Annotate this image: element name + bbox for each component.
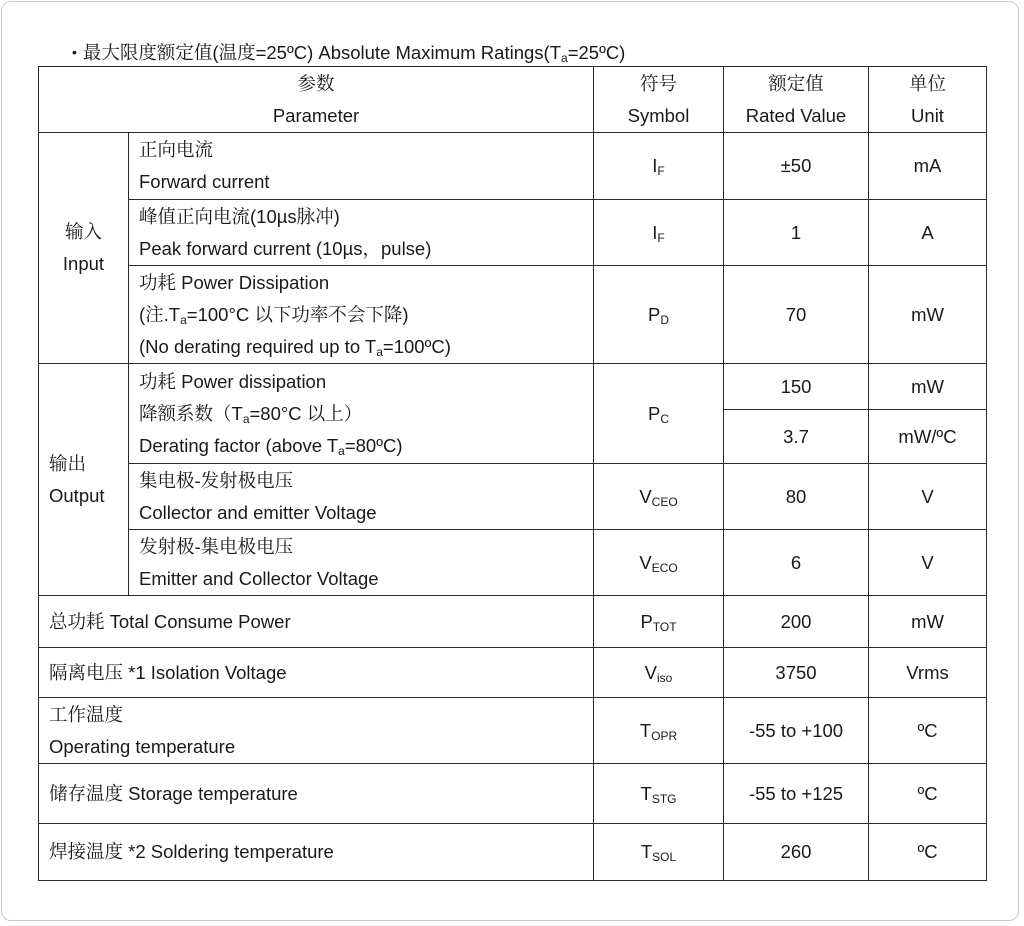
bullet: • (72, 44, 77, 60)
unit-forward-current: mA (869, 133, 987, 200)
unit-derating-factor: mW/ºC (869, 410, 987, 464)
table-row (39, 596, 987, 648)
param-vceo: 集电极-发射极电压 Collector and emitter Voltage (129, 464, 594, 530)
param-veco: 发射极-集电极电压 Emitter and Collector Voltage (129, 530, 594, 596)
symbol-pc: $P_C$ (594, 364, 724, 464)
value-derating-factor: 3.7 (724, 410, 869, 464)
title-text: 最大限度额定值(温度=25ºC) Absolute Maximum Ratings(T (82, 42, 561, 63)
symbol-if-peak: $I_F$ (594, 200, 724, 266)
param-forward-current: 正向电流 Forward current (129, 133, 594, 200)
section-title (72, 40, 625, 64)
table-row (39, 530, 987, 596)
header-rated-value: 额定值 Rated Value (724, 67, 869, 133)
title-suffix: =25ºC) (567, 42, 626, 63)
table-row (39, 824, 987, 881)
symbol-if: $I_F$ (594, 133, 724, 200)
group-output: 输出 Output (39, 364, 129, 596)
table-row (39, 364, 987, 410)
value-soldering-temperature: 260 (724, 824, 869, 881)
table-header-row (39, 67, 987, 133)
symbol-vceo: $V_{CEO}$ (594, 464, 724, 530)
symbol-ptot: $P_{TOT}$ (594, 596, 724, 648)
symbol-viso: $V_{iso}$ (594, 648, 724, 698)
symbol-tsol: $T_{SOL}$ (594, 824, 724, 881)
param-peak-forward-current: 峰值正向电流(10µs脉冲) Peak forward current (10µs，pulse) (129, 200, 594, 266)
param-power-dissipation-output: 功耗 Power dissipation 降额系数（$T_a=80^\circ C$ 以上） Derating factor (above $T_a=80ºC$) (129, 364, 594, 464)
table-row (39, 648, 987, 698)
param-operating-temperature: 工作温度 Operating temperature (39, 698, 594, 764)
ratings-table (38, 66, 987, 881)
unit-storage-temperature: ºC (869, 764, 987, 824)
value-storage-temperature: -55 to +125 (724, 764, 869, 824)
header-symbol: 符号 Symbol (594, 67, 724, 133)
param-total-power: 总功耗 Total Consume Power (39, 596, 594, 648)
value-operating-temperature: -55 to +100 (724, 698, 869, 764)
value-isolation-voltage: 3750 (724, 648, 869, 698)
unit-power-dissipation-input: mW (869, 266, 987, 364)
param-isolation-voltage: 隔离电压 *1 Isolation Voltage (39, 648, 594, 698)
title-sub: a (561, 51, 568, 65)
table-row (39, 698, 987, 764)
unit-power-dissipation-output: mW (869, 364, 987, 410)
value-peak-forward: 1 (724, 200, 869, 266)
param-storage-temperature: 储存温度 Storage temperature (39, 764, 594, 824)
table-row (39, 464, 987, 530)
unit-total-power: mW (869, 596, 987, 648)
unit-soldering-temperature: ºC (869, 824, 987, 881)
unit-vceo: V (869, 464, 987, 530)
param-power-dissipation-input: 功耗 Power Dissipation (注$.T_a=100^\circ C$ 以下功率不会下降) (No derating required up to $T_a=100ºC$) (129, 266, 594, 364)
symbol-tstg: $T_{STG}$ (594, 764, 724, 824)
value-vceo: 80 (724, 464, 869, 530)
symbol-topr: $T_{OPR}$ (594, 698, 724, 764)
unit-operating-temperature: ºC (869, 698, 987, 764)
table-row (39, 133, 987, 200)
param-soldering-temperature: 焊接温度 *2 Soldering temperature (39, 824, 594, 881)
value-total-power: 200 (724, 596, 869, 648)
unit-veco: V (869, 530, 987, 596)
unit-isolation-voltage: Vrms (869, 648, 987, 698)
table-row (39, 200, 987, 266)
table-row (39, 266, 987, 364)
table-row (39, 764, 987, 824)
group-input: 输入 Input (39, 133, 129, 364)
value-veco: 6 (724, 530, 869, 596)
unit-peak-forward: A (869, 200, 987, 266)
symbol-pd: $P_D$ (594, 266, 724, 364)
header-unit: 单位 Unit (869, 67, 987, 133)
value-power-dissipation-output: 150 (724, 364, 869, 410)
value-forward-current: ±50 (724, 133, 869, 200)
header-parameter: 参数 Parameter (39, 67, 594, 133)
value-power-dissipation-input: 70 (724, 266, 869, 364)
symbol-veco: $V_{ECO}$ (594, 530, 724, 596)
